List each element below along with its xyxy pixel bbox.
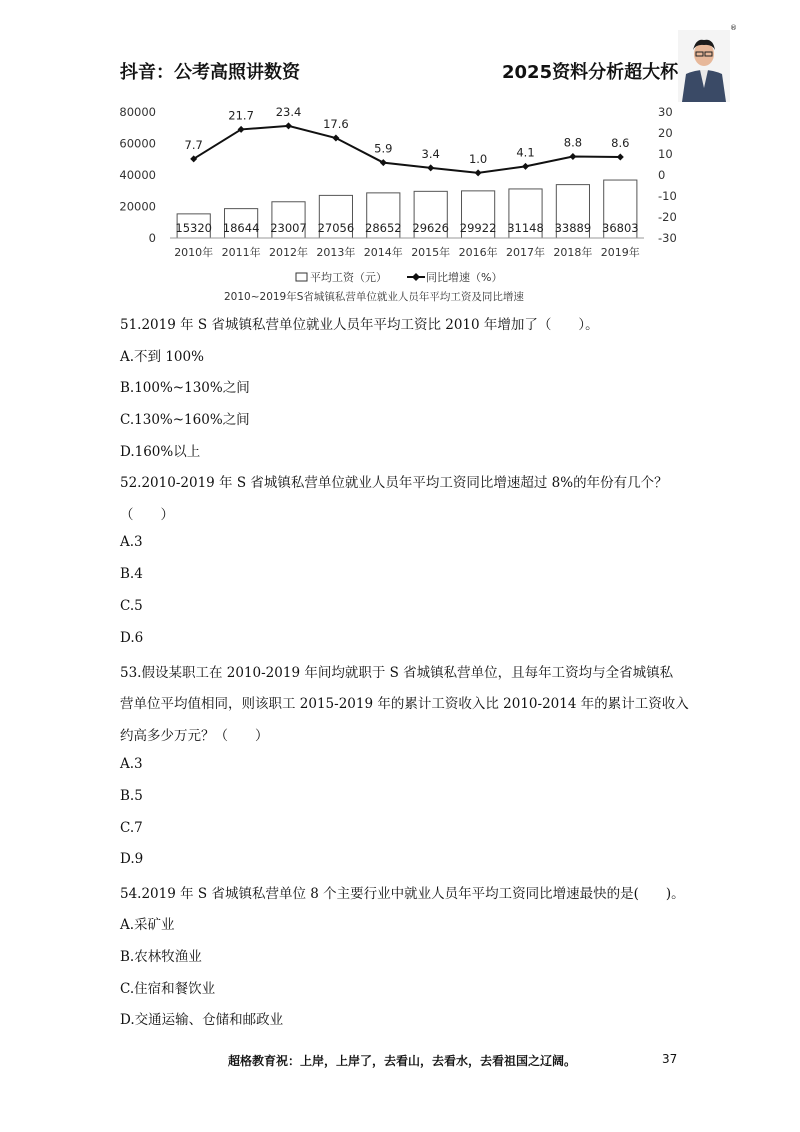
right-axis-tick: 10 [658,147,673,161]
question-52-stem: （ ） [120,507,174,523]
bar-value-label: 27056 [317,221,355,235]
growth-point [285,122,292,129]
growth-value-label: 4.1 [516,145,535,160]
bar-value-label: 18644 [222,221,260,235]
right-axis-tick: -10 [658,189,677,203]
question-54-option: B.农林牧渔业 [120,949,202,965]
registered-mark: ® [730,24,737,32]
growth-value-label: 8.8 [563,135,583,150]
growth-value-label: 1.0 [468,151,488,166]
question-53-option: A.3 [120,756,143,772]
bar-value-label: 28652 [365,221,402,235]
x-tick-label: 2017年 [506,246,545,259]
legend-line-label: 同比增速（%） [426,271,503,284]
x-tick-label: 2015年 [411,246,451,259]
bar-value-label: 15320 [175,221,212,235]
question-54-option: D.交通运输、仓储和邮政业 [120,1012,284,1028]
growth-point [427,164,434,171]
question-53-stem: 营单位平均值相同，则该职工 2015-2019 年的累计工资收入比 2010-2014 年的累计工资收入 [120,696,689,712]
bar-value-label: 29922 [459,221,497,235]
left-axis-tick: 20000 [119,199,156,214]
growth-value-label: 7.7 [184,137,203,152]
right-axis-tick: -30 [658,231,677,245]
question-51-option: D.160%以上 [120,444,201,460]
chart-caption: 2010~2019年S省城镇私营单位就业人员年平均工资及同比增速 [224,291,524,303]
x-tick-label: 2012年 [269,246,308,259]
growth-point [569,153,576,160]
question-51-stem: 51.2019 年 S 省城镇私营单位就业人员年平均工资比 2010 年增加了（ ）。 [120,317,599,333]
x-tick-label: 2010年 [174,246,214,259]
x-tick-label: 2014年 [363,246,403,259]
x-tick-label: 2013年 [316,246,356,259]
growth-value-label: 5.9 [374,141,393,156]
growth-point [475,169,482,176]
question-54-option: A.采矿业 [120,917,175,933]
right-axis-tick: 30 [658,105,673,119]
question-51-option: C.130%~160%之间 [120,412,250,428]
wage-chart [112,104,677,304]
growth-value-label: 21.7 [228,108,254,123]
footer-slogan: 超格教育祝：上岸，上岸了，去看山，去看水，去看祖国之辽阔。 [228,1054,577,1068]
question-52-option: B.4 [120,566,143,582]
x-tick-label: 2016年 [458,246,498,259]
question-53-stem: 53.假设某职工在 2010-2019 年间均就职于 S 省城镇私营单位，且每年工资均与全省城镇私 [120,665,674,681]
question-53-option: D.9 [120,851,144,867]
question-53-option: B.5 [120,788,143,804]
x-tick-label: 2018年 [553,246,593,259]
legend-bar-swatch [296,273,307,281]
bar-value-label: 31148 [507,221,544,235]
growth-point [332,135,339,142]
growth-value-label: 8.6 [611,135,630,150]
right-axis-tick: 20 [658,126,673,140]
question-51-option: A.不到 100% [120,349,204,365]
growth-line [194,126,621,173]
bar-value-label: 29626 [412,221,449,235]
question-54-option: C.住宿和餐饮业 [120,981,216,997]
left-axis-tick: 40000 [119,168,156,182]
page-number: 37 [662,1052,678,1066]
left-axis-tick: 80000 [119,105,156,119]
x-tick-label: 2019年 [600,246,640,259]
left-axis-tick: 60000 [119,136,156,151]
bar-value-label: 23007 [270,221,307,235]
legend-line-marker [412,273,420,281]
growth-point [617,153,624,160]
bar-value-label: 33889 [554,221,592,235]
growth-value-label: 17.6 [323,117,349,132]
presenter-avatar [678,30,730,102]
header-series-title: 2025资料分析超大杯 [502,62,679,83]
question-53-option: C.7 [120,820,143,836]
chart-legend [296,270,502,284]
question-52-option: D.6 [120,630,144,646]
question-54-stem: 54.2019 年 S 省城镇私营单位 8 个主要行业中就业人员年平均工资同比增速最快的是( )。 [120,886,685,902]
growth-value-label: 3.4 [421,146,440,161]
question-52-stem: 52.2010-2019 年 S 省城镇私营单位就业人员年平均工资同比增速超过 8%的年份有几个？ [120,475,668,491]
question-53-stem: 约高多少万元？（ ） [120,728,269,744]
question-52-option: A.3 [120,534,143,550]
legend-bar-label: 平均工资（元） [310,271,387,284]
right-axis-tick: -20 [658,210,677,224]
bar-value-label: 36803 [602,221,639,235]
header-channel: 抖音：公考高照讲数资 [120,62,300,83]
growth-value-label: 23.4 [275,104,302,119]
growth-point [522,163,529,170]
right-axis-tick: 0 [658,168,666,182]
x-tick-label: 2011年 [221,246,261,259]
left-axis-tick: 0 [148,231,156,245]
question-52-option: C.5 [120,598,143,614]
question-51-option: B.100%~130%之间 [120,380,250,396]
growth-point [380,159,387,166]
